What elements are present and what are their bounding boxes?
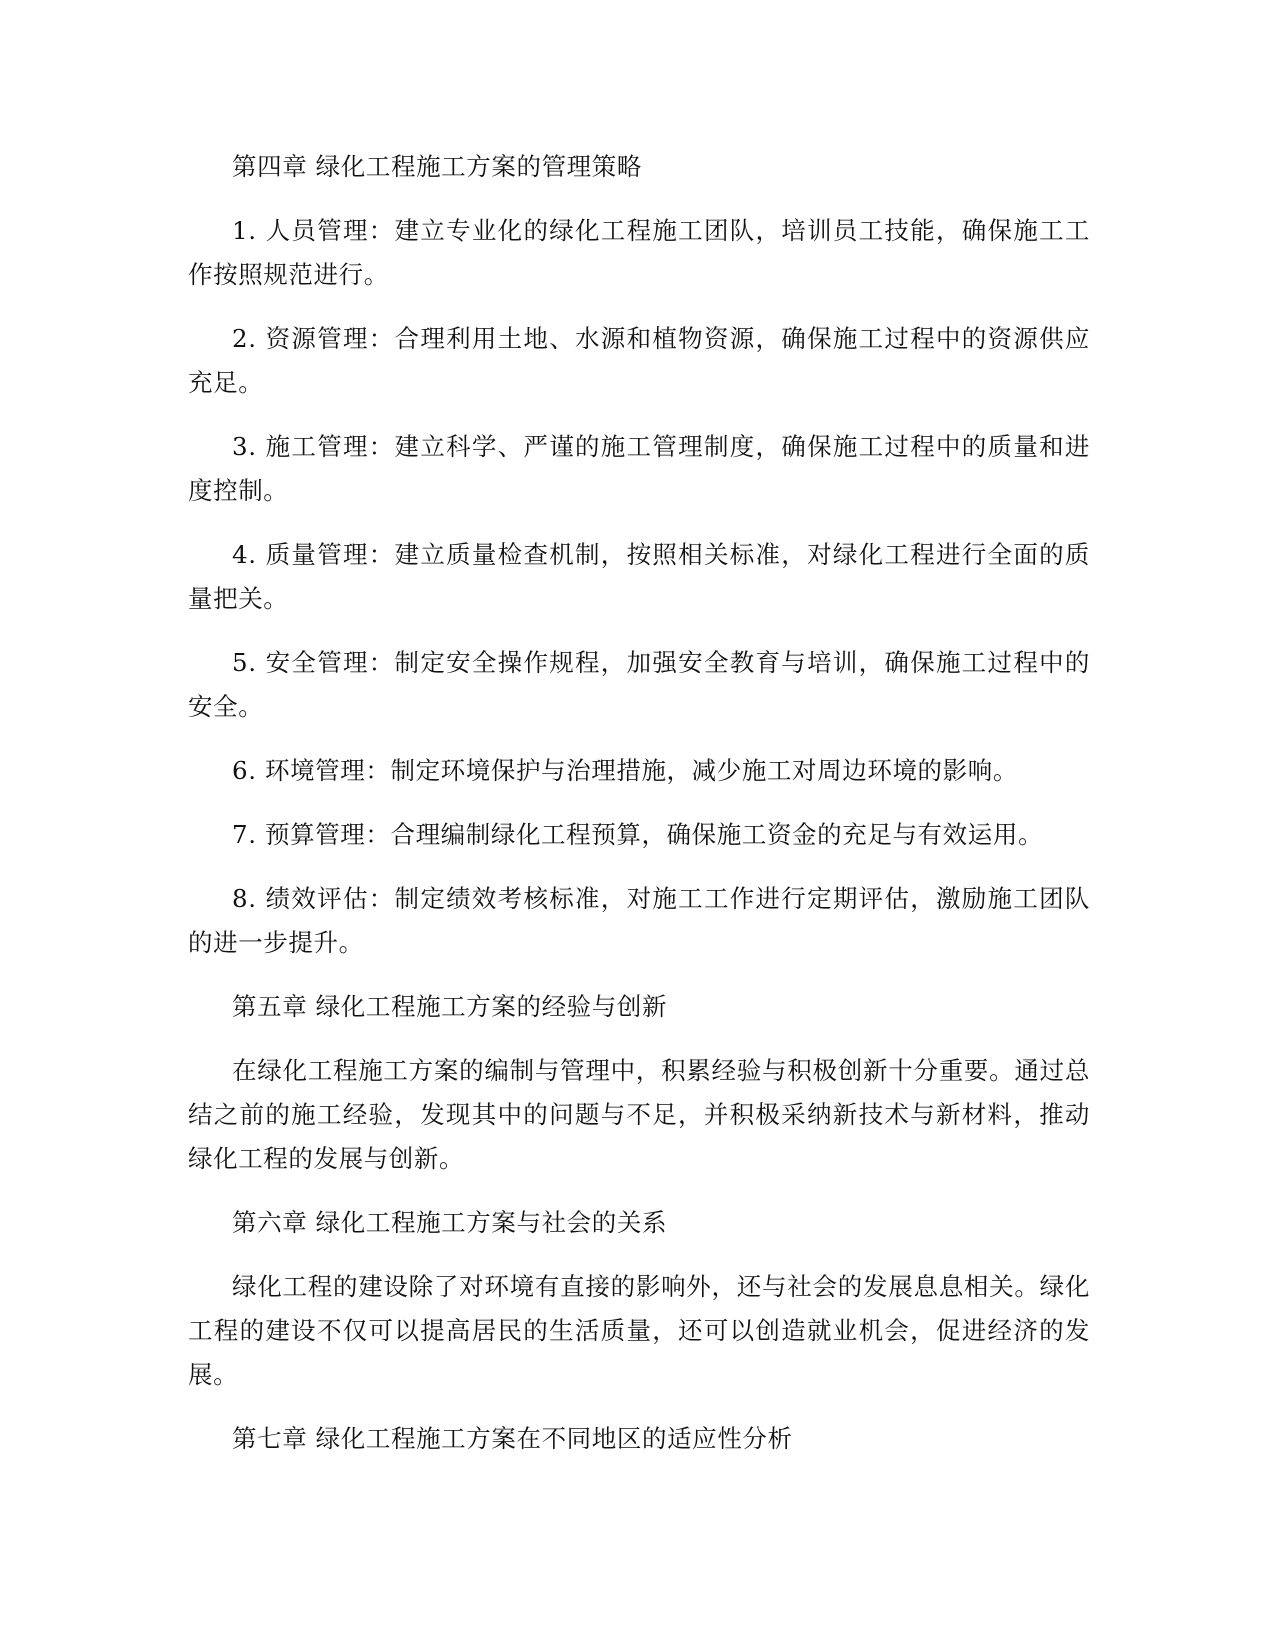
- list-item-resources: 2. 资源管理：合理利用土地、水源和植物资源，确保施工过程中的资源供应充足。: [188, 324, 1090, 397]
- body-paragraph-experience: 在绿化工程施工方案的编制与管理中，积累经验与积极创新十分重要。通过总结之前的施工经验，发现其中的问题与不足，并积极采纳新技术与新材料，推动绿化工程的发展与创新。: [188, 1056, 1090, 1173]
- chapter-heading-4: 第四章 绿化工程施工方案的管理策略: [232, 152, 642, 181]
- list-item-quality: 4. 质量管理：建立质量检查机制，按照相关标准，对绿化工程进行全面的质量把关。: [188, 540, 1090, 613]
- list-item-construction: 3. 施工管理：建立科学、严谨的施工管理制度，确保施工过程中的质量和进度控制。: [188, 432, 1090, 505]
- list-item-safety: 5. 安全管理：制定安全操作规程，加强安全教育与培训，确保施工过程中的安全。: [188, 648, 1090, 721]
- list-item-performance: 8. 绩效评估：制定绩效考核标准，对施工工作进行定期评估，激励施工团队的进一步提升。: [188, 884, 1090, 957]
- list-item-personnel: 1. 人员管理：建立专业化的绿化工程施工团队，培训员工技能，确保施工工作按照规范进行。: [188, 216, 1090, 289]
- chapter-heading-7: 第七章 绿化工程施工方案在不同地区的适应性分析: [232, 1424, 793, 1453]
- chapter-heading-5: 第五章 绿化工程施工方案的经验与创新: [232, 992, 668, 1021]
- list-item-environment: 6. 环境管理：制定环境保护与治理措施，减少施工对周边环境的影响。: [232, 756, 1018, 785]
- document-body: [188, 145, 1090, 1461]
- chapter-heading-6: 第六章 绿化工程施工方案与社会的关系: [232, 1208, 668, 1237]
- list-item-budget: 7. 预算管理：合理编制绿化工程预算，确保施工资金的充足与有效运用。: [232, 820, 1044, 849]
- body-paragraph-society: 绿化工程的建设除了对环境有直接的影响外，还与社会的发展息息相关。绿化工程的建设不仅可以提高居民的生活质量，还可以创造就业机会，促进经济的发展。: [188, 1272, 1090, 1389]
